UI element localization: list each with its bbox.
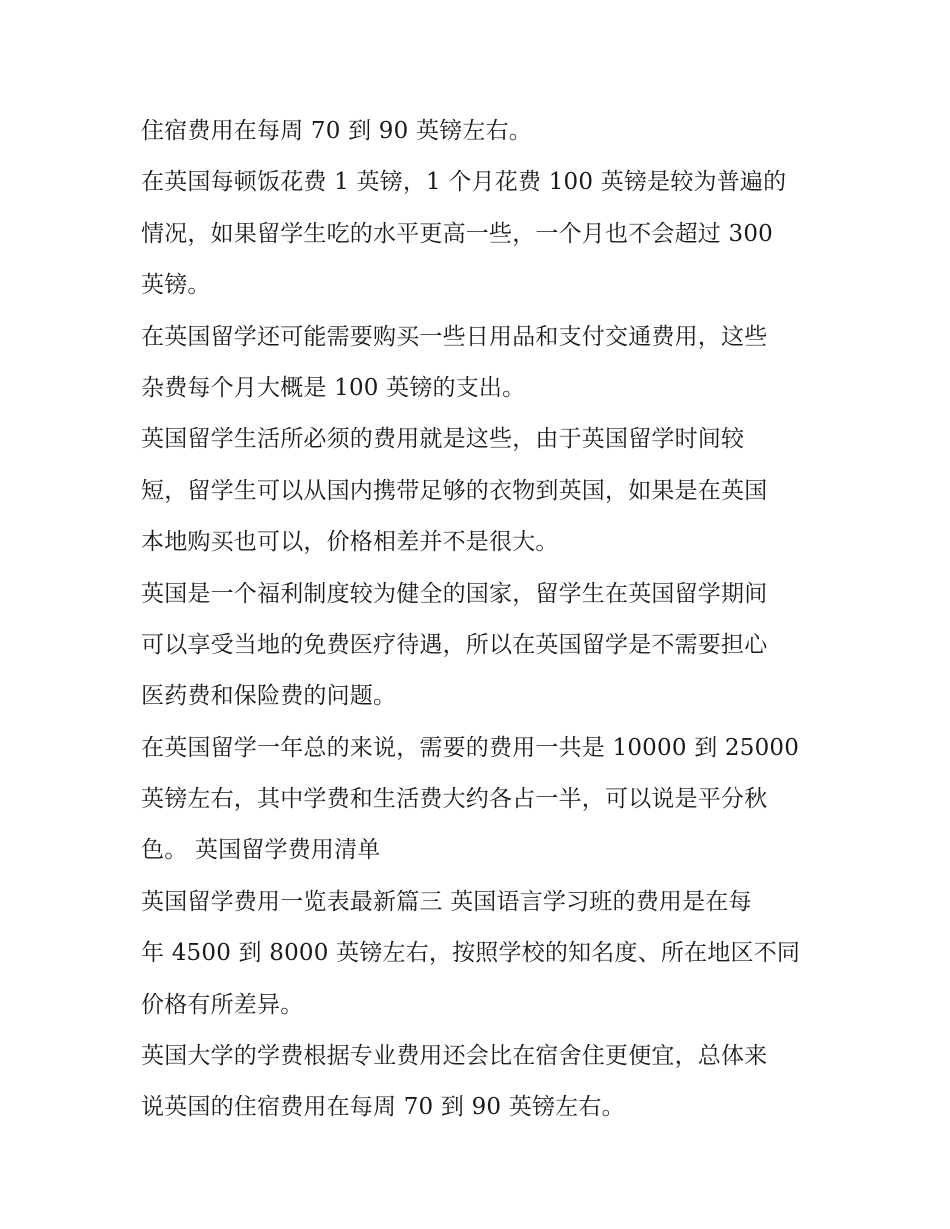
text-line: 英镑左右，其中学费和生活费大约各占一半，可以说是平分秋 — [141, 786, 768, 813]
text-line: 短，留学生可以从国内携带足够的衣物到英国，如果是在英国 — [141, 477, 768, 504]
text-line: 在英国留学还可能需要购买一些日用品和支付交通费用，这些 — [141, 323, 768, 350]
text-line: 情况，如果留学生吃的水平更高一些，一个月也不会超过 300 — [141, 220, 774, 247]
text-line: 英国留学费用一览表最新篇三 英国语言学习班的费用是在每 — [141, 888, 752, 915]
text-line: 英镑。 — [141, 272, 211, 299]
text-line: 医药费和保险费的问题。 — [141, 683, 397, 710]
text-line: 可以享受当地的免费医疗待遇，所以在英国留学是不需要担心 — [141, 631, 768, 658]
text-line: 本地购买也可以，价格相差并不是很大。 — [141, 529, 559, 556]
text-line: 英国大学的学费根据专业费用还会比在宿舍住更便宜，总体来 — [141, 1043, 768, 1070]
text-line: 年 4500 到 8000 英镑左右，按照学校的知名度、所在地区不同 — [141, 940, 801, 967]
text-line: 价格有所差异。 — [141, 991, 304, 1018]
text-line: 在英国留学一年总的来说，需要的费用一共是 10000 到 25000 — [141, 734, 800, 761]
text-line: 英国留学生活所必须的费用就是这些，由于英国留学时间较 — [141, 426, 745, 453]
text-line: 说英国的住宿费用在每周 70 到 90 英镑左右。 — [141, 1094, 625, 1121]
text-line: 杂费每个月大概是 100 英镑的支出。 — [141, 374, 526, 401]
text-line: 在英国每顿饭花费 1 英镑，1 个月花费 100 英镑是较为普遍的 — [141, 169, 787, 196]
text-line: 英国是一个福利制度较为健全的国家，留学生在英国留学期间 — [141, 580, 768, 607]
text-line: 色。 英国留学费用清单 — [141, 837, 381, 864]
text-line: 住宿费用在每周 70 到 90 英镑左右。 — [141, 118, 532, 144]
document-body — [141, 106, 821, 1134]
